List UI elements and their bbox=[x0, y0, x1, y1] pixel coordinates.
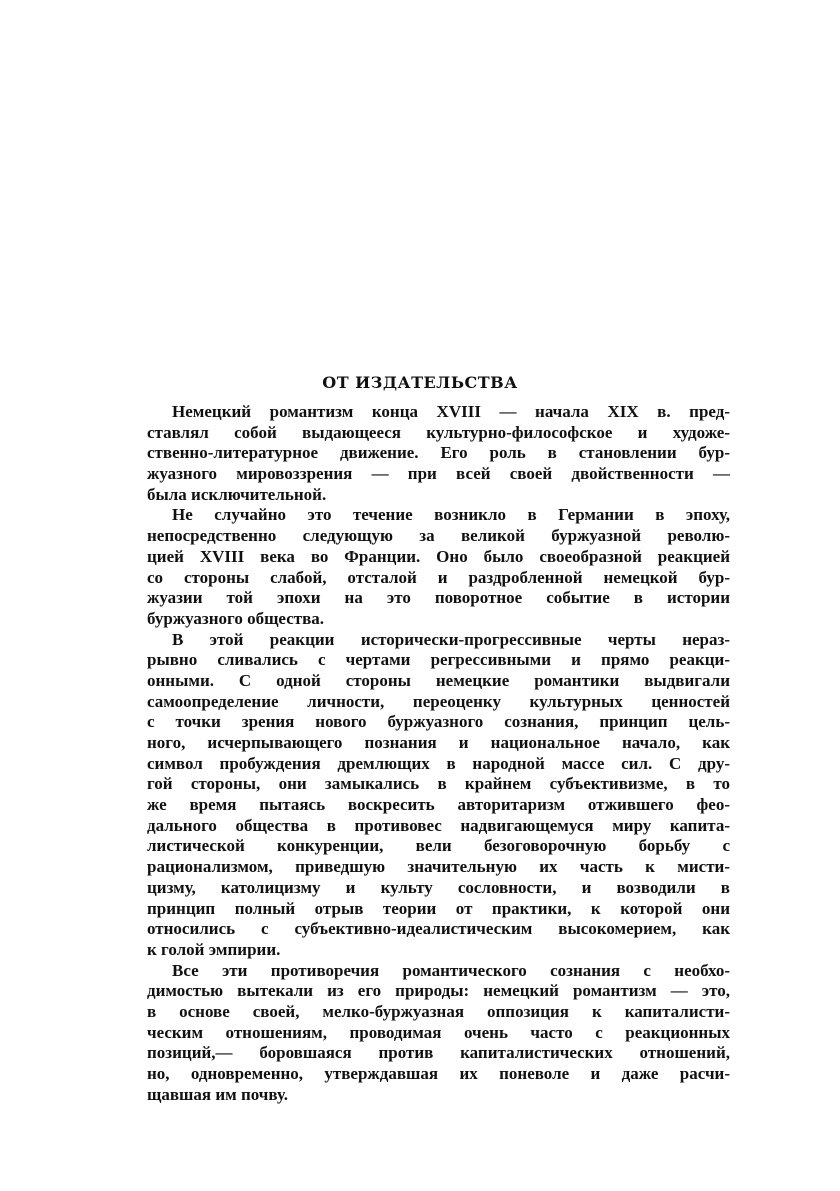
text-line: цизму, католицизму и культу сословности, и возводили в bbox=[147, 877, 730, 897]
text-line: жуазии той эпохи на это поворотное событие в истории bbox=[147, 588, 730, 608]
text-line: в основе своей, мелко-буржуазная оппозиция к капиталисти- bbox=[147, 1001, 730, 1021]
text-line: щавшая им почву. bbox=[147, 1084, 289, 1104]
text-line: цией XVIII века во Франции. Оно было своеобразной реакцией bbox=[147, 546, 730, 566]
text-line: позиций,— боровшаяся против капиталистических отношений, bbox=[147, 1043, 730, 1063]
text-line: рационализмом, приведшую значительную их часть к мисти- bbox=[147, 857, 730, 877]
text-line: с точки зрения нового буржуазного сознания, принцип цель- bbox=[147, 712, 730, 732]
text-line: димостью вытекали из его природы: немецкий романтизм — это, bbox=[147, 981, 730, 1001]
text-line: самоопределение личности, переоценку культурных ценностей bbox=[147, 691, 730, 711]
text-line: же время пытаясь воскресить авторитаризм отжившего фео- bbox=[147, 795, 730, 815]
text-line: со стороны слабой, отсталой и раздробленной немецкой бур- bbox=[147, 567, 730, 587]
paragraph bbox=[147, 505, 730, 629]
text-line: к голой эмпирии. bbox=[147, 939, 281, 959]
text-line: Немецкий романтизм конца XVIII — начала XIX в. пред- bbox=[172, 402, 730, 421]
text-line: ного, исчерпывающего познания и национальное начало, как bbox=[147, 733, 730, 752]
text-line: символ пробуждения дремлющих в народной массе сил. С дру- bbox=[147, 753, 730, 773]
text-line: В этой реакции исторически-прогрессивные черты нераз- bbox=[172, 629, 730, 649]
body-text bbox=[147, 402, 730, 1105]
text-line: Все эти противоречия романтического сознания с необхо- bbox=[172, 960, 730, 980]
text-line: Не случайно это течение возникло в Германии в эпоху, bbox=[172, 505, 730, 525]
text-line: листической конкуренции, вели безоговорочную борьбу с bbox=[147, 836, 730, 856]
text-line: принцип полный отрыв теории от практики, к которой они bbox=[147, 898, 730, 918]
text-line: ставлял собой выдающееся культурно-философское и художе- bbox=[147, 422, 730, 442]
paragraph bbox=[147, 961, 730, 1106]
text-line: относились с субъективно-идеалистическим высокомерием, как bbox=[147, 919, 730, 939]
text-line: но, одновременно, утверждавшая их поневоле и даже расчи- bbox=[147, 1064, 730, 1083]
text-line: гой стороны, они замыкались в крайнем субъективизме, в то bbox=[147, 774, 730, 794]
text-line: жуазного мировоззрения — при всей своей двойственности — bbox=[147, 464, 730, 484]
paragraph bbox=[147, 402, 730, 505]
text-line: дального общества в противовес надвигающемуся миру капита- bbox=[147, 815, 730, 835]
text-line: была исключительной. bbox=[147, 484, 327, 504]
text-line: онными. С одной стороны немецкие романтики выдвигали bbox=[147, 670, 730, 690]
text-line: рывно сливались с чертами регрессивными и прямо реакци- bbox=[147, 650, 730, 670]
paragraph bbox=[147, 630, 730, 961]
text-line: ственно-литературное движение. Его роль в становлении бур- bbox=[147, 443, 730, 463]
page-title: ОТ ИЗДАТЕЛЬСТВА bbox=[322, 373, 518, 392]
text-line: буржуазного общества. bbox=[147, 608, 325, 628]
text-line: непосредственно следующую за великой буржуазной револю- bbox=[147, 526, 730, 546]
text-line: ческим отношениям, проводимая очень часто с реакционных bbox=[147, 1022, 730, 1042]
